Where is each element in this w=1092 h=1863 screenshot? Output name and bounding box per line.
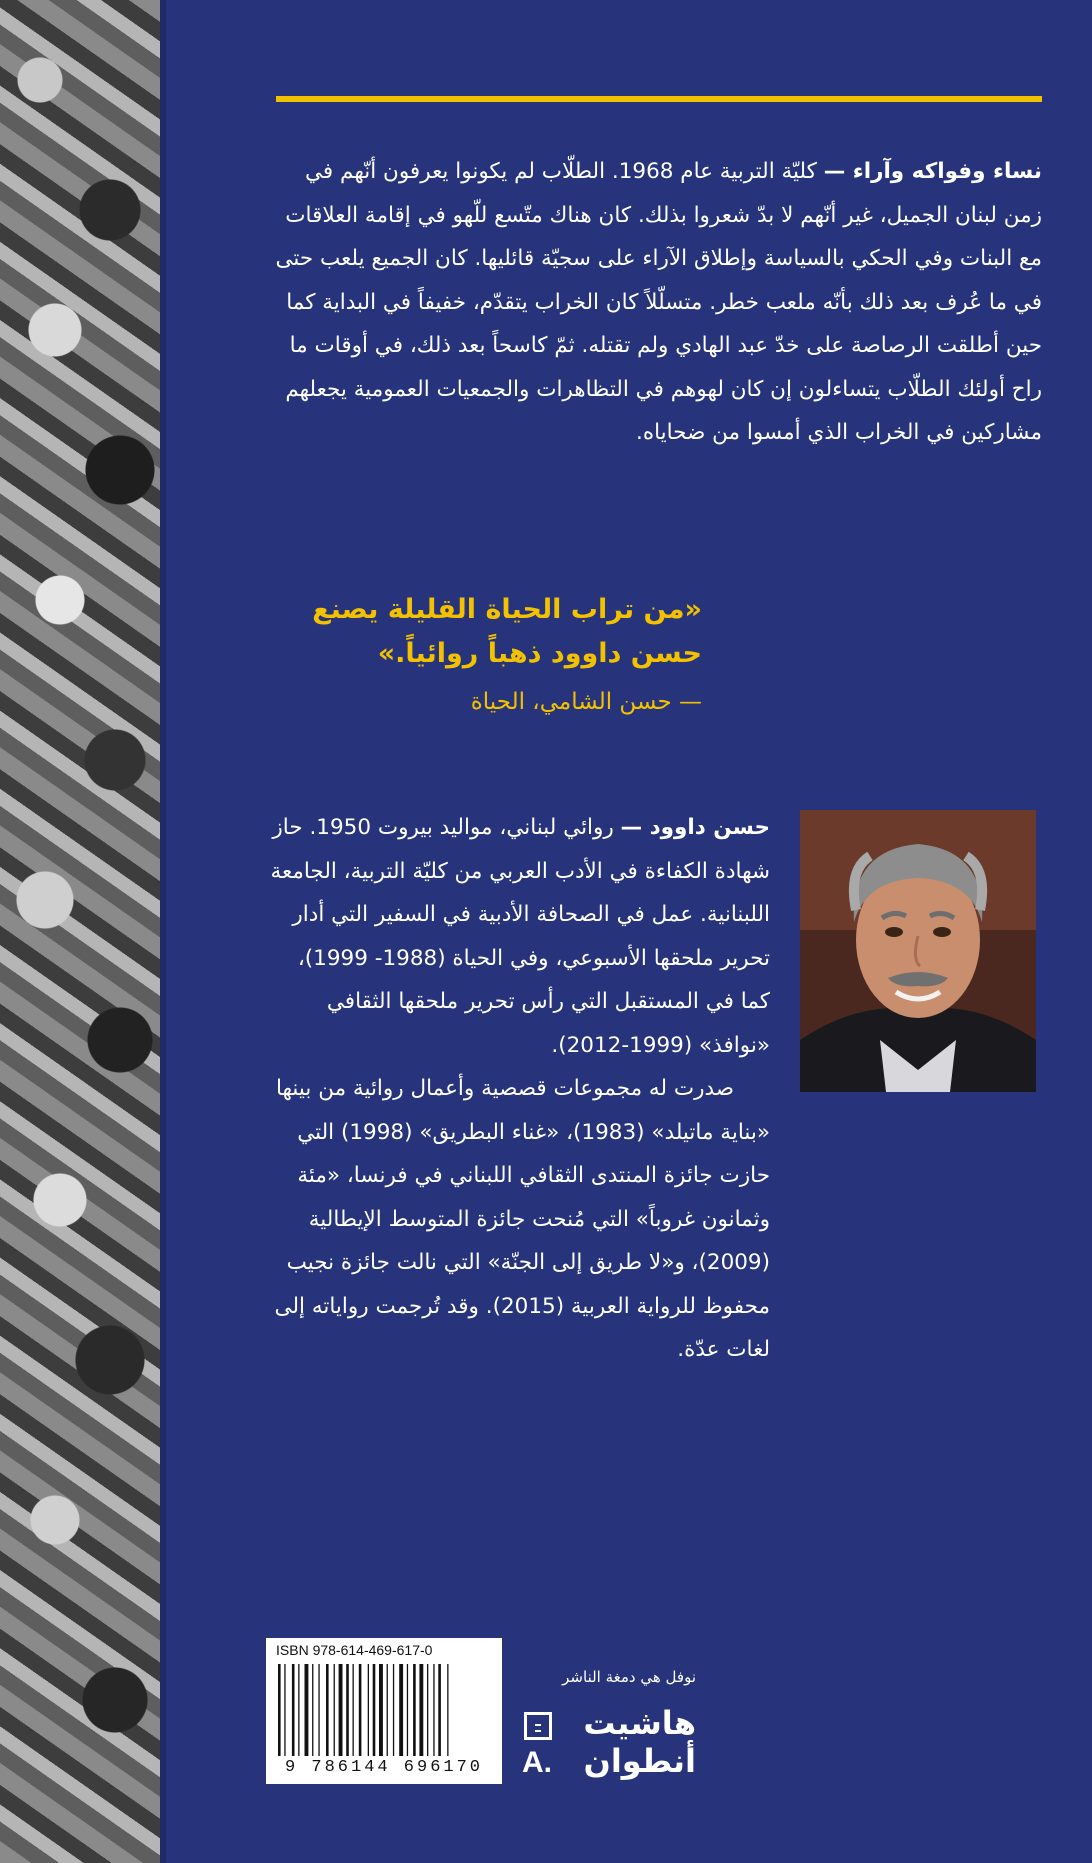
barcode-bar bbox=[387, 1664, 388, 1756]
barcode-bar bbox=[433, 1664, 434, 1756]
barcode-bar bbox=[379, 1664, 383, 1756]
yellow-divider-rule bbox=[276, 96, 1042, 102]
barcode-bar bbox=[346, 1664, 349, 1756]
isbn-label: ISBN 978-614-469-617-0 bbox=[276, 1642, 433, 1658]
isbn-digits: 9 786144 696170 bbox=[284, 1758, 484, 1777]
barcode-bar bbox=[419, 1664, 423, 1756]
publisher-tagline: نوفل هي دمغة الناشر bbox=[562, 1668, 696, 1686]
barcode-bar bbox=[438, 1664, 441, 1756]
barcode-bar bbox=[284, 1664, 285, 1756]
crowd-photo-strip bbox=[0, 0, 160, 1863]
review-quote-source: — حسن الشامي، الحياة bbox=[470, 689, 702, 715]
barcode-bar bbox=[278, 1664, 281, 1756]
synopsis-text: كليّة التربية عام 1968. الطلّاب لم يكونوا يعرفون أنّهم في زمن لبنان الجميل، غير أنّهم لا بدّ شعروا بذلك. كان هناك متّسع للّهو في إقامة العلاقات مع البنات وفي الحكي بالسياسة وإطلاق الآراء على سجيّة قائليها. كان الجميع يلعب حتى في ما عُرف بعد ذلك بأنّه ملعب خطر. متسلّلاً كان الخراب يتقدّم، خفيفاً في البداية كما حين أطلقت الرصاصة على خدّ عبد الهادي ولم تقتله. ثمّ كاسحاً بعد ذلك، في أوقات ما راح أولئك الطلّاب يتساءلون إن كان لهوهم في التظاهرات والجمعيات العمومية يجعلهم مشاركين في الخراب الذي أمسوا من ضحاياه. bbox=[275, 159, 1042, 445]
synopsis-lead: نساء وفواكه وآراء — bbox=[823, 159, 1042, 184]
barcode-bar bbox=[318, 1664, 319, 1756]
publisher-name-line-1: هاشيت bbox=[583, 1704, 696, 1742]
barcode-bars-icon bbox=[276, 1664, 492, 1756]
synopsis-paragraph bbox=[262, 150, 1042, 455]
barcode-bar bbox=[427, 1664, 428, 1756]
review-quote: «من تراب الحياة القليلة يصنع حسن داوود ذهباً روائياً.» bbox=[312, 594, 702, 669]
publisher-name-line-2: أنطوان bbox=[583, 1742, 696, 1780]
barcode-bar bbox=[305, 1664, 309, 1756]
author-bio-paragraph-1 bbox=[262, 806, 770, 1067]
author-photo bbox=[800, 810, 1036, 1092]
barcode-bar bbox=[326, 1664, 329, 1756]
author-name: حسن داوود — bbox=[620, 815, 770, 840]
publisher-a-mark: A. bbox=[522, 1746, 552, 1779]
isbn-barcode bbox=[266, 1638, 502, 1784]
barcode-bar bbox=[359, 1664, 362, 1756]
barcode-bar bbox=[312, 1664, 313, 1756]
barcode-bar bbox=[298, 1664, 299, 1756]
barcode-bar bbox=[407, 1664, 408, 1756]
barcode-bar bbox=[373, 1664, 376, 1756]
barcode-bar bbox=[393, 1664, 394, 1756]
author-bio-paragraph-2: صدرت له مجموعات قصصية وأعمال روائية من بينها «بناية ماتيلد» (1983)، «غناء البطريق» (1998) التي حازت جائزة المنتدى الثقافي اللبناني في فرنسا، «مئة وثمانون غروباً» التي مُنحت جائزة المتوسط الإيطالية (2009)، و«لا طريق إلى الجنّة» التي نالت جائزة نجيب محفوظ للرواية العربية (2015). وقد تُرجمت رواياته إلى لغات عدّة. bbox=[274, 1076, 770, 1362]
author-portrait-icon bbox=[800, 810, 1036, 1092]
barcode-bar bbox=[447, 1664, 448, 1756]
author-bio-text-1: روائي لبناني، مواليد بيروت 1950. حاز شهادة الكفاءة في الأدب العربي من كليّة التربية، الجامعة اللبنانية. عمل في الصحافة الأدبية في السفير التي أدار تحرير ملحقها الأسبوعي، وفي الحياة (1988- 1999)، كما في المستقبل التي رأس تحرير ملحقها الثقافي «نوافذ» (1999-2012). bbox=[270, 815, 770, 1058]
barcode-bar bbox=[368, 1664, 369, 1756]
barcode-bar bbox=[399, 1664, 403, 1756]
barcode-bar bbox=[339, 1664, 343, 1756]
barcode-bar bbox=[292, 1664, 295, 1756]
photo-edge-divider bbox=[160, 0, 166, 1863]
author-bio bbox=[262, 806, 770, 1372]
barcode-bar bbox=[353, 1664, 354, 1756]
barcode-bar bbox=[334, 1664, 335, 1756]
barcode-bar bbox=[413, 1664, 416, 1756]
